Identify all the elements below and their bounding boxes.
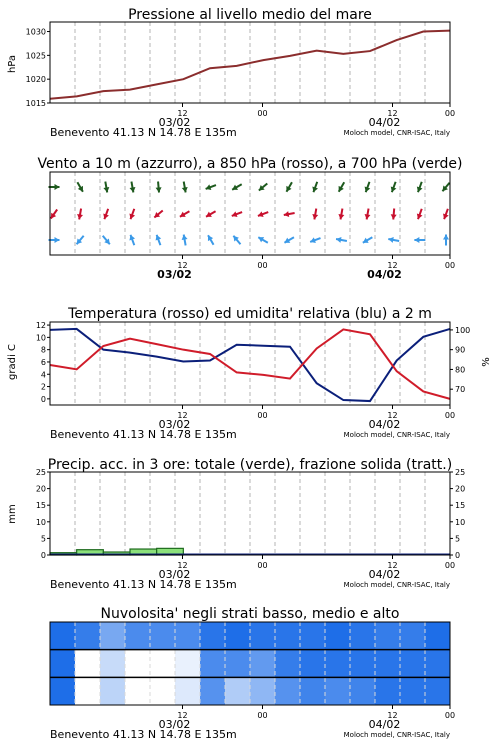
cloud-cell bbox=[300, 622, 326, 650]
cloud-cell bbox=[200, 650, 226, 678]
wind-700hpa-arrow bbox=[286, 182, 292, 192]
y-tick-label: 100 bbox=[455, 325, 471, 335]
cloud-cell bbox=[75, 622, 101, 650]
location-label: Benevento 41.13 N 14.78 E 135m bbox=[50, 728, 237, 741]
time-tick-label: 12 bbox=[387, 109, 398, 118]
cloud-cell bbox=[350, 677, 376, 705]
date-label: 03/02 bbox=[158, 568, 191, 581]
wind-700hpa-arrow bbox=[339, 182, 345, 192]
y-tick-label: 25 bbox=[35, 468, 46, 477]
pressure-title: Pressione al livello medio del mare bbox=[128, 7, 372, 23]
model-credit: Moloch model, CNR-ISAC, Italy bbox=[343, 431, 450, 439]
wind-850hpa-arrow bbox=[443, 209, 449, 219]
y-tick-label: 70 bbox=[455, 385, 466, 395]
wind-10m-arrow bbox=[77, 236, 84, 244]
y-tick-label: 5 bbox=[455, 534, 461, 544]
cloud-cell bbox=[50, 622, 76, 650]
time-tick-label: 12 bbox=[387, 561, 398, 570]
time-tick-label: 12 bbox=[387, 261, 398, 270]
cloud-cell bbox=[125, 650, 151, 678]
wind-850hpa-arrow bbox=[417, 209, 423, 219]
cloud-cell bbox=[175, 622, 201, 650]
wind-850hpa-arrow bbox=[338, 209, 344, 220]
time-tick-label: 00 bbox=[444, 411, 456, 420]
wind-700hpa-arrow bbox=[77, 182, 83, 192]
cloud-cell bbox=[400, 677, 426, 705]
cloud-cell bbox=[125, 622, 151, 650]
location-label: Benevento 41.13 N 14.78 E 135m bbox=[50, 428, 237, 441]
cloud-cell bbox=[375, 677, 401, 705]
y-tick-label: 12 bbox=[35, 321, 46, 331]
model-credit: Moloch model, CNR-ISAC, Italy bbox=[343, 581, 450, 589]
date-label: 04/02 bbox=[368, 116, 401, 129]
wind-850hpa-arrow bbox=[180, 211, 190, 217]
y-tick-label: 1020 bbox=[25, 75, 46, 85]
precip-ylabel: mm bbox=[7, 504, 18, 524]
y-tick-label: 25 bbox=[455, 468, 466, 477]
wind-10m-arrow bbox=[336, 237, 347, 243]
wind-850hpa-arrow bbox=[103, 209, 109, 219]
cloud-cell bbox=[150, 622, 176, 650]
wind-panel bbox=[49, 172, 451, 255]
wind-700hpa-arrow bbox=[156, 182, 162, 193]
cloud-cell bbox=[350, 650, 376, 678]
date-label: 04/02 bbox=[368, 568, 401, 581]
y-tick-label: 8 bbox=[40, 345, 46, 355]
y-tick-label: 80 bbox=[455, 365, 466, 375]
cloud-cell bbox=[250, 622, 276, 650]
cloud-cell bbox=[100, 622, 126, 650]
cloud-cell bbox=[425, 622, 451, 650]
wind-850hpa-arrow bbox=[51, 209, 57, 218]
y-tick-label: 6 bbox=[40, 357, 46, 367]
cloud-cell bbox=[250, 677, 276, 705]
wind-700hpa-arrow bbox=[365, 182, 371, 192]
temp-ylabel: gradi C bbox=[7, 344, 18, 380]
y-tick-label: 20 bbox=[35, 484, 46, 494]
precip-panel bbox=[36, 468, 465, 560]
cloud-cell bbox=[75, 650, 101, 678]
cloud-cell bbox=[100, 677, 126, 705]
time-tick-label: 00 bbox=[444, 109, 456, 118]
cloud-cell bbox=[150, 677, 176, 705]
cloud-cell bbox=[325, 677, 351, 705]
cloud-cell bbox=[75, 677, 101, 705]
temp-humidity-panel bbox=[36, 321, 470, 405]
wind-10m-arrow bbox=[258, 237, 268, 243]
wind-850hpa-arrow bbox=[284, 211, 295, 217]
pressure-ylabel: hPa bbox=[7, 54, 18, 74]
y-tick-label: 15 bbox=[35, 501, 46, 511]
y-tick-label: 10 bbox=[455, 517, 466, 527]
y-tick-label: 2 bbox=[40, 382, 46, 392]
time-tick-label: 12 bbox=[177, 561, 188, 570]
wind-10m-arrow bbox=[182, 235, 188, 246]
time-tick-label: 00 bbox=[257, 109, 268, 118]
wind-850hpa-arrow bbox=[391, 209, 397, 220]
y-tick-label: 0 bbox=[40, 394, 46, 404]
cloud-cell bbox=[350, 622, 376, 650]
cloud-cell bbox=[325, 622, 351, 650]
date-label: 03/02 bbox=[158, 116, 191, 129]
location-label: Benevento 41.13 N 14.78 E 135m bbox=[50, 578, 237, 591]
time-tick-label: 00 bbox=[257, 711, 268, 720]
y-tick-label: 20 bbox=[455, 484, 466, 494]
wind-700hpa-arrow bbox=[182, 182, 188, 193]
wind-10m-arrow bbox=[233, 236, 240, 244]
time-tick-label: 00 bbox=[257, 411, 268, 420]
time-tick-label: 00 bbox=[444, 711, 456, 720]
y-tick-label: 90 bbox=[455, 345, 466, 355]
cloud-cell bbox=[50, 650, 76, 678]
wind-10m-arrow bbox=[310, 237, 320, 243]
cloud-cell bbox=[225, 650, 251, 678]
cloud-cell bbox=[275, 677, 301, 705]
wind-title: Vento a 10 m (azzurro), a 850 hPa (rosso), a 700 hPa (verde) bbox=[37, 156, 463, 172]
cloud-cell bbox=[225, 677, 251, 705]
cloud-cell bbox=[300, 677, 326, 705]
y-tick-label: 5 bbox=[40, 534, 46, 544]
wind-10m-arrow bbox=[208, 235, 214, 245]
time-tick-label: 12 bbox=[387, 411, 398, 420]
y-tick-label: 0 bbox=[40, 551, 46, 560]
wind-10m-arrow bbox=[363, 237, 373, 243]
cloud-cell bbox=[325, 650, 351, 678]
model-credit: Moloch model, CNR-ISAC, Italy bbox=[343, 731, 450, 739]
time-tick-label: 12 bbox=[387, 711, 398, 720]
wind-850hpa-arrow bbox=[312, 209, 318, 220]
cloud-cell bbox=[425, 650, 451, 678]
cloud-cell bbox=[250, 650, 276, 678]
wind-10m-arrow bbox=[443, 235, 449, 246]
cloud-cell bbox=[200, 622, 226, 650]
cloud-cell bbox=[400, 650, 426, 678]
cloud-cell bbox=[50, 677, 76, 705]
precip-title: Precip. acc. in 3 ore: totale (verde), frazione solida (tratt.) bbox=[47, 457, 453, 473]
wind-850hpa-arrow bbox=[258, 211, 268, 217]
time-tick-label: 12 bbox=[177, 261, 188, 270]
time-tick-label: 00 bbox=[444, 561, 456, 570]
wind-850hpa-arrow bbox=[129, 209, 135, 219]
wind-700hpa-arrow bbox=[391, 182, 397, 192]
y-tick-label: 1015 bbox=[25, 99, 46, 108]
cloud-cell bbox=[300, 650, 326, 678]
y-tick-label: 1030 bbox=[25, 27, 46, 37]
y-tick-label: 4 bbox=[40, 370, 46, 380]
cloud-cell bbox=[375, 622, 401, 650]
cloud-cell bbox=[150, 650, 176, 678]
cloud-cell bbox=[175, 677, 201, 705]
cloud-cell bbox=[125, 677, 151, 705]
y-tick-label: 1025 bbox=[25, 51, 46, 61]
humidity-ylabel: % bbox=[481, 357, 492, 367]
date-label: 03/02 bbox=[158, 718, 191, 731]
wind-700hpa-arrow bbox=[442, 183, 449, 191]
cloud-cell bbox=[425, 677, 451, 705]
cloud-cell bbox=[275, 622, 301, 650]
wind-10m-arrow bbox=[156, 235, 162, 245]
date-label: 04/02 bbox=[368, 418, 401, 431]
date-label: 04/02 bbox=[368, 718, 401, 731]
wind-10m-arrow bbox=[414, 237, 425, 243]
wind-700hpa-arrow bbox=[417, 182, 423, 192]
date-label: 03/02 bbox=[158, 418, 191, 431]
cloud-cell bbox=[225, 622, 251, 650]
cloud-title: Nuvolosita' negli strati basso, medio e alto bbox=[100, 606, 400, 622]
wind-850hpa-arrow bbox=[232, 211, 242, 217]
cloud-cell bbox=[375, 650, 401, 678]
model-credit: Moloch model, CNR-ISAC, Italy bbox=[343, 129, 450, 137]
date-label: 03/02 bbox=[157, 268, 192, 281]
date-label: 04/02 bbox=[367, 268, 402, 281]
y-tick-label: 10 bbox=[35, 333, 46, 343]
y-tick-label: 15 bbox=[455, 501, 466, 511]
time-tick-label: 12 bbox=[177, 109, 188, 118]
wind-850hpa-arrow bbox=[365, 209, 371, 220]
wind-700hpa-arrow bbox=[130, 182, 136, 193]
pressure-panel bbox=[26, 22, 450, 108]
y-tick-label: 0 bbox=[455, 551, 461, 560]
wind-10m-arrow bbox=[129, 235, 135, 245]
wind-700hpa-arrow bbox=[259, 183, 267, 190]
cloud-cell bbox=[100, 650, 126, 678]
y-tick-label: 10 bbox=[35, 517, 46, 527]
wind-700hpa-arrow bbox=[103, 182, 109, 193]
wind-700hpa-arrow bbox=[206, 184, 216, 190]
temp-humidity-title: Temperatura (rosso) ed umidita' relativa (blu) a 2 m bbox=[68, 306, 432, 322]
time-tick-label: 00 bbox=[257, 561, 268, 570]
wind-10m-arrow bbox=[284, 237, 294, 243]
time-tick-label: 00 bbox=[444, 261, 456, 270]
wind-850hpa-arrow bbox=[206, 211, 216, 217]
wind-850hpa-arrow bbox=[154, 210, 162, 217]
wind-10m-arrow bbox=[103, 236, 110, 244]
time-tick-label: 12 bbox=[177, 711, 188, 720]
cloud-panel bbox=[50, 622, 451, 706]
cloud-cell bbox=[275, 650, 301, 678]
cloud-cell bbox=[175, 650, 201, 678]
time-tick-label: 00 bbox=[257, 261, 268, 270]
wind-700hpa-arrow bbox=[232, 184, 242, 190]
wind-700hpa-arrow bbox=[312, 182, 318, 192]
wind-850hpa-arrow bbox=[77, 209, 83, 220]
cloud-cell bbox=[200, 677, 226, 705]
cloud-cell bbox=[400, 622, 426, 650]
wind-10m-arrow bbox=[388, 237, 399, 243]
location-label: Benevento 41.13 N 14.78 E 135m bbox=[50, 126, 237, 139]
time-tick-label: 12 bbox=[177, 411, 188, 420]
